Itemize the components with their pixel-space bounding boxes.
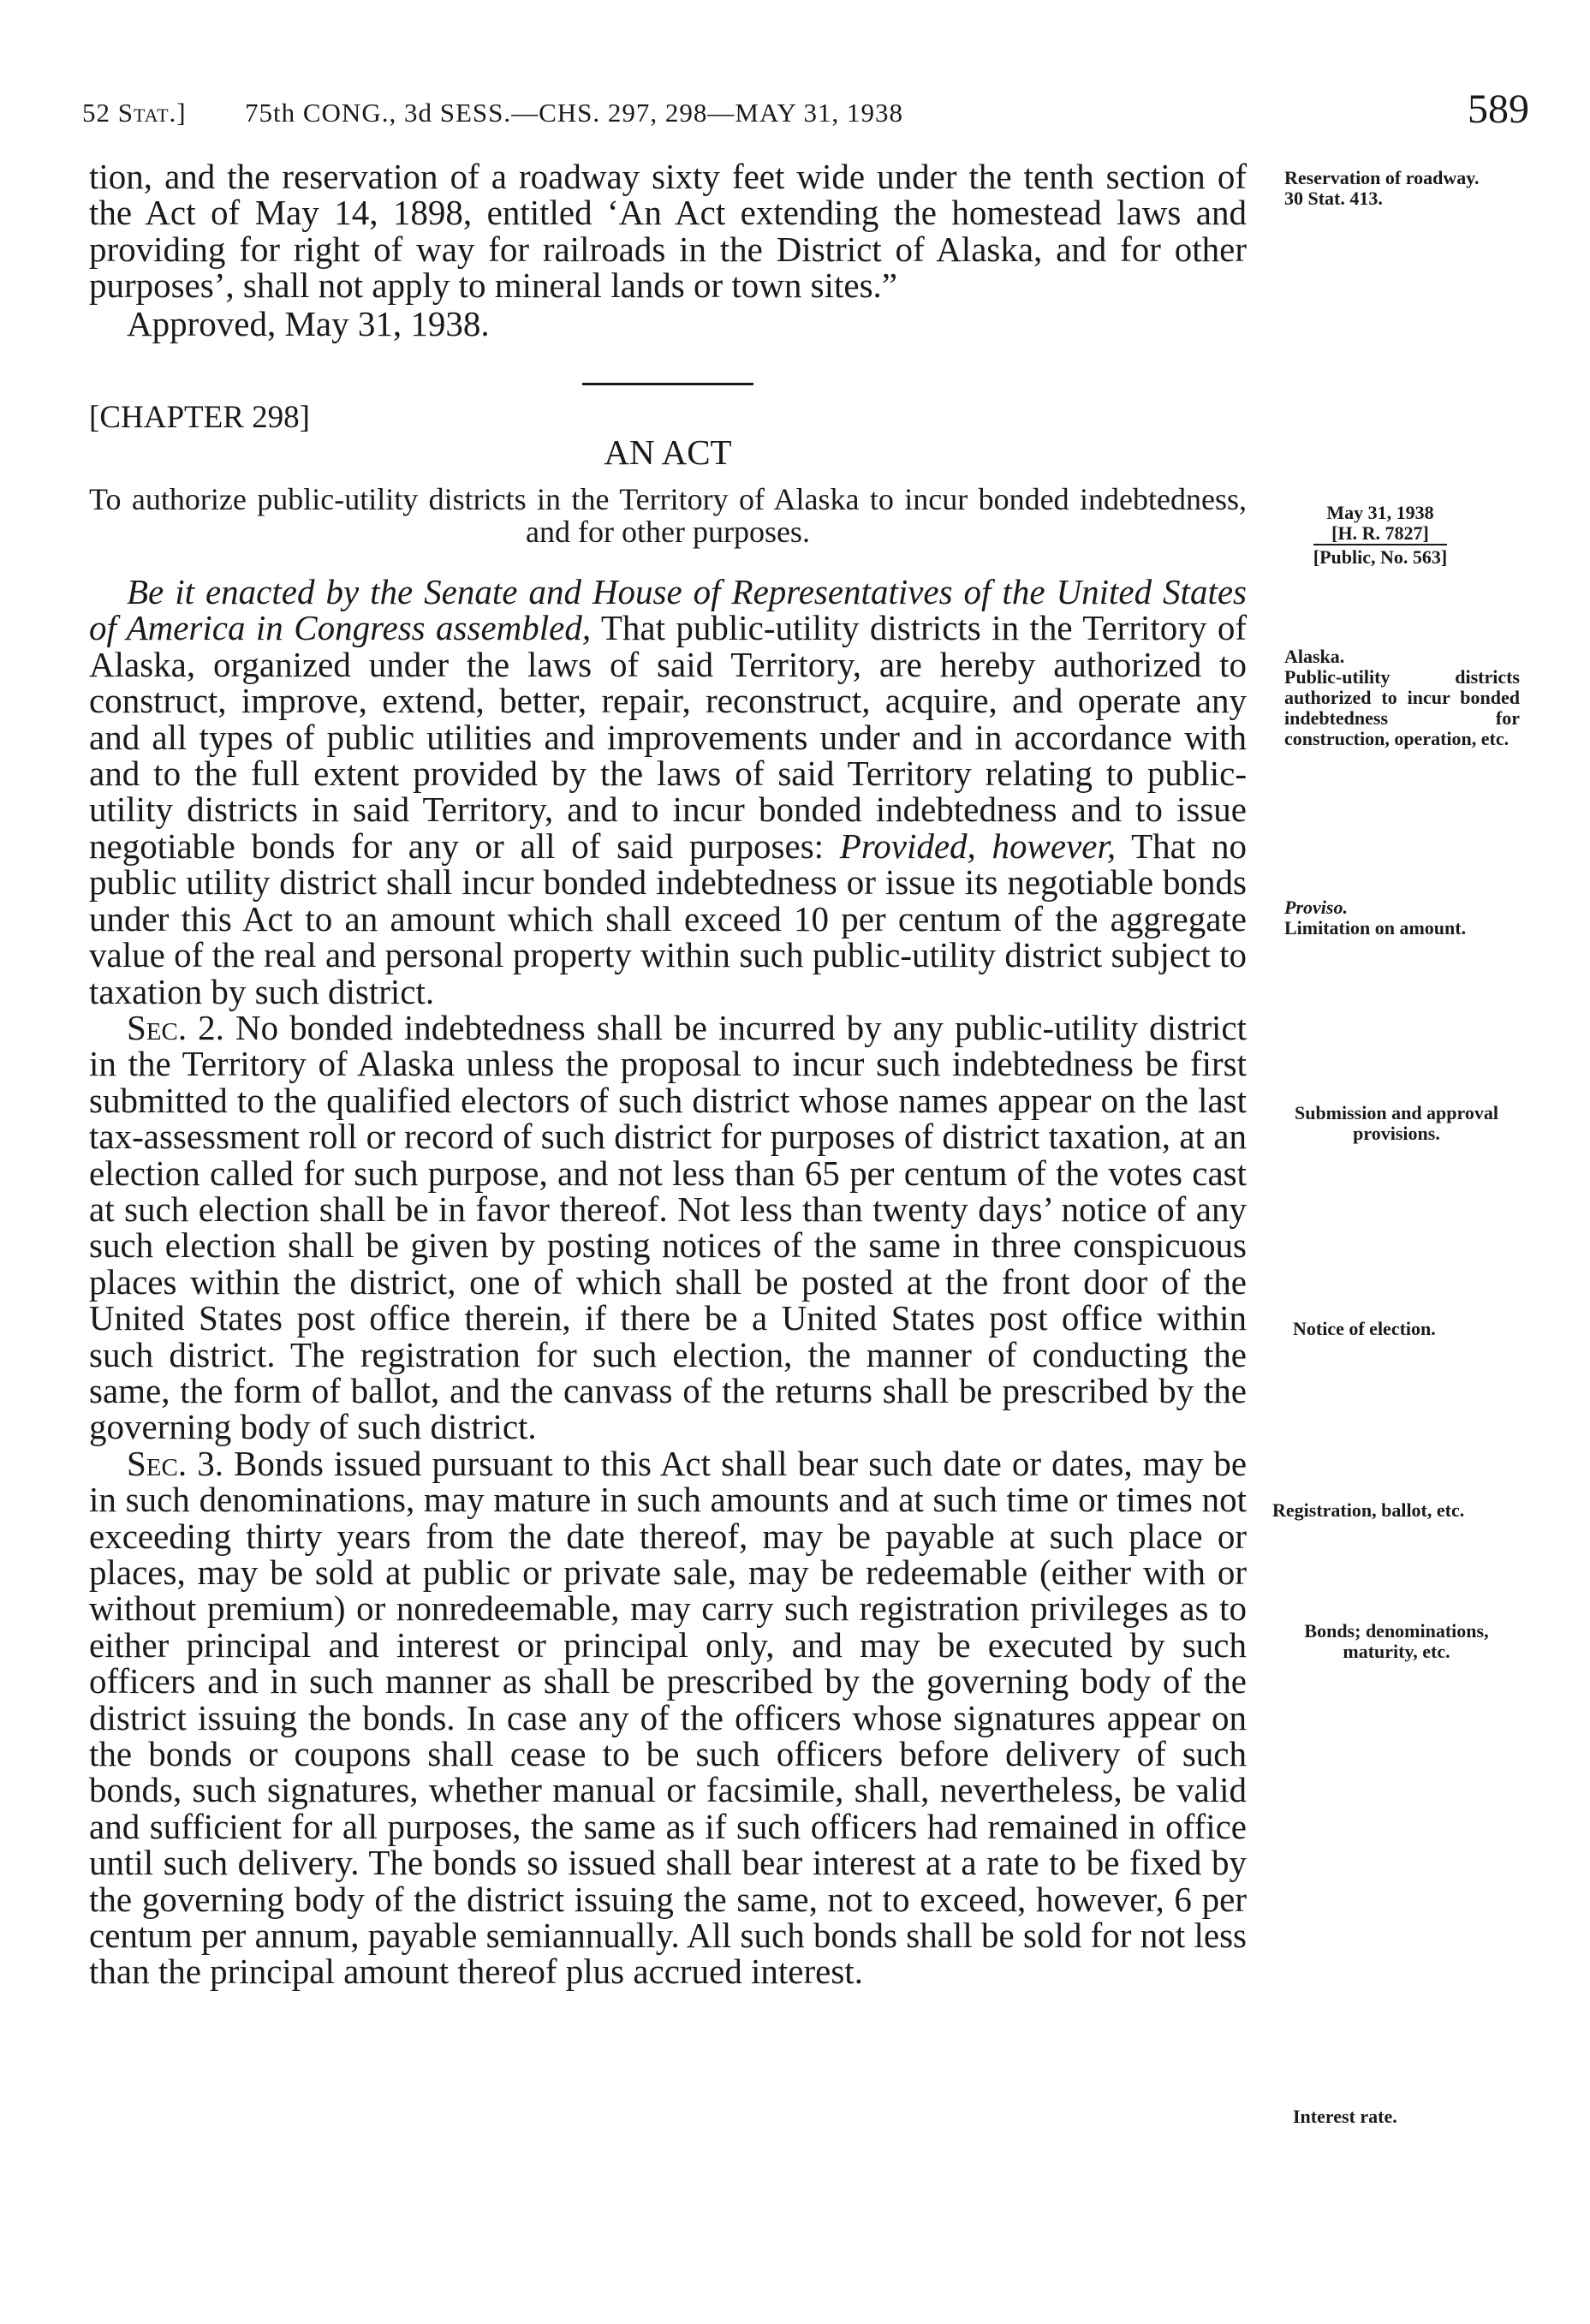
page-number: 589 — [1468, 86, 1529, 132]
section-3 — [89, 1445, 1247, 1990]
approval-line: Approved, May 31, 1938. — [127, 303, 490, 343]
act-heading: AN ACT — [604, 432, 732, 473]
margin-proviso: Proviso. — [1284, 897, 1348, 918]
margin-hr: [H. R. 7827] — [1331, 522, 1429, 544]
section-1-text: That public-utility districts in the Territory of Alaska, organized under the laws of said Territory, are hereby authorized to construct, improve, extend, better, repair, reconstruct, acquire, and operate any and all types of public utilities and improvements under and in accordance with and to the full extent provided by the laws of said Territory relating to public-utility districts in said Territory, and to incur bonded indebtedness and to issue negotiable bonds for any or all of said purposes: — [89, 608, 1247, 866]
section-divider — [582, 383, 753, 385]
running-header — [82, 86, 1529, 137]
section-1 — [89, 574, 1247, 1010]
margin-roadway-text: Reservation of roadway. — [1284, 167, 1480, 188]
margin-public-law: [Public, No. 563] — [1313, 544, 1447, 568]
section-2 — [89, 1007, 1247, 1447]
main-text — [89, 158, 1247, 1990]
section-2-text: No bonded indebtedness shall be incurred by any public-utility district in the Territory of Alaska unless the proposal to incur such indebtedness be first submitted to the qualified electors of such district whose names appear on the last tax-assessment roll or record of such district for purposes of district taxation, at an election called for such purpose, and not less than 65 per centum of the votes cast at such election shall be in favor thereof. Not less than twenty days’ notice of any such election shall be given by posting notices of the same in three conspicuous places within the district, one of which shall be posted at the front door of the United States post office therein, if there be a United States post office within such district. The registration for such election, the manner of conducting the same, the form of ballot, and the canvass of the returns shall be prescribed by the governing body of such district. — [89, 1007, 1247, 1447]
margin-alaska-note: Public-utility districts authorized to incur bonded indebtedness for construction, operation, etc. — [1284, 666, 1520, 749]
continuation-paragraph: tion, and the reservation of a roadway sixty feet wide under the tenth section of the Act of May 14, 1898, entitled ‘An Act extending the homestead laws and providing for right of way for railroads in the District of Alaska, and for other purposes’, shall not apply to mineral lands or town sites.” — [89, 157, 1247, 306]
session-chapters: 75th CONG., 3d SESS.—CHS. 297, 298—MAY 31, 1938 — [245, 98, 904, 128]
margin-limitation: Limitation on amount. — [1284, 917, 1467, 939]
margin-note-interest: Interest rate. — [1293, 2106, 1397, 2127]
margin-roadway-cite: 30 Stat. 413. — [1284, 188, 1383, 209]
margin-note-alaska — [1284, 647, 1520, 749]
margin-note-proviso — [1284, 897, 1520, 939]
margin-note-submission: Submission and approval provisions. — [1294, 1102, 1499, 1144]
margin-note-registration: Registration, ballot, etc. — [1272, 1499, 1465, 1521]
section-3-label: Sec. 3. — [127, 1443, 223, 1483]
enacting-clause: Be it enacted by the Senate and House of Representatives of the United States of America in Congress assembled, — [89, 572, 1247, 648]
margin-note-roadway — [1284, 168, 1524, 209]
margin-alaska: Alaska. — [1284, 646, 1345, 667]
act-purpose: To authorize public-utility districts in the Territory of Alaska to incur bonded indebtedness, and for other purposes. — [89, 482, 1247, 550]
margin-note-date — [1281, 503, 1480, 568]
margin-note-notice: Notice of election. — [1293, 1318, 1436, 1339]
section-2-label: Sec. 2. — [127, 1007, 224, 1047]
proviso-label: Provided, however, — [839, 825, 1117, 866]
margin-date: May 31, 1938 — [1326, 502, 1434, 523]
proviso-text: That no public utility district shall incur bonded indebtedness or issue its negotiable bonds under this Act to an amount which shall exceed 10 per centum of the aggregate value of the real and personal property within such public-utility district subject to taxation by such district. — [89, 825, 1248, 1011]
section-3-text: Bonds issued pursuant to this Act shall bear such date or dates, may be in such denominations, may mature in such amounts and at such time or times not exceeding thirty years from the date thereof, may be payable at such place or places, may be sold at public or private sale, may be redeemable (either with or without premium) or nonredeemable, may carry such registration privileges as to either principal and interest or principal only, and may be executed by such officers and in such manner as shall be prescribed by the governing body of the district issuing the bonds. In case any of the officers whose signatures appear on the bonds or coupons shall cease to be such officers before delivery of such bonds, such signatures, whether manual or facsimile, shall, nevertheless, be valid and sufficient for all purposes, the same as if such officers had remained in office until such delivery. The bonds so issued shall bear interest at a rate to be fixed by the governing body of the district issuing the same, not to exceed, however, 6 per centum per annum, payable semiannually. All such bonds shall be sold for not less than the principal amount thereof plus accrued interest. — [89, 1443, 1248, 1992]
margin-note-bonds: Bonds; denominations, maturity, etc. — [1304, 1620, 1489, 1662]
statute-volume: 52 Stat.] — [82, 98, 187, 128]
chapter-number: [CHAPTER 298] — [89, 400, 310, 436]
